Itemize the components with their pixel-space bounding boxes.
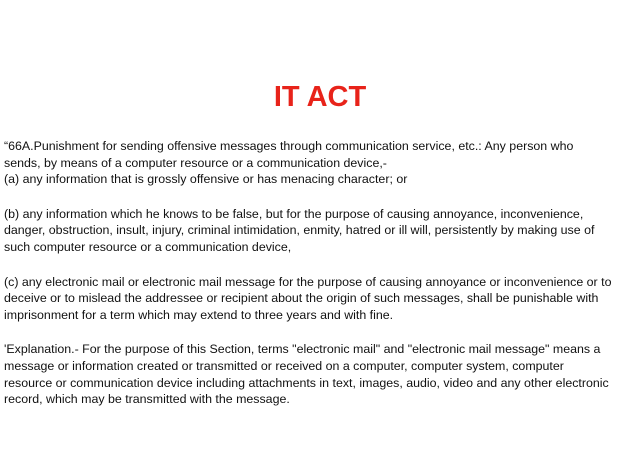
paragraph-spacer xyxy=(4,323,638,341)
paragraph-spacer xyxy=(4,188,638,206)
paragraph-section-66a xyxy=(4,138,638,188)
text-line: deceive or to mislead the addressee or recipient about the origin of such messages, shall be punishable with xyxy=(4,291,599,306)
text-line: (b) any information which he knows to be false, but for the purpose of causing annoyance, inconvenience, xyxy=(4,206,584,221)
document-body xyxy=(4,138,638,408)
text-line: danger, obstruction, insult, injury, criminal intimidation, enmity, hatred or ill will, persistently by making use of xyxy=(4,223,595,238)
paragraph-spacer xyxy=(4,256,638,274)
text-line: “66A.Punishment for sending offensive messages through communication service, etc.: Any person who xyxy=(4,139,574,153)
paragraph-explanation xyxy=(4,341,638,407)
text-line: (c) any electronic mail or electronic mail message for the purpose of causing annoyance or inconvenience or to xyxy=(4,274,612,289)
text-line: message or information created or transmitted or received on a computer, computer system, computer xyxy=(4,358,564,373)
paragraph-clause-c xyxy=(4,274,638,324)
text-line: resource or communication device including attachments in text, images, audio, video and any other electronic xyxy=(4,375,609,390)
text-line: (a) any information that is grossly offensive or has menacing character; or xyxy=(4,172,408,187)
text-line: imprisonment for a term which may extend to three years and with fine. xyxy=(4,307,394,322)
text-line: such computer resource or a communication device, xyxy=(4,239,292,254)
text-line: 'Explanation.- For the purpose of this Section, terms "electronic mail" and "electronic mail message" means a xyxy=(4,342,601,357)
text-line: sends, by means of a computer resource or a communication device,- xyxy=(4,155,387,170)
paragraph-clause-b xyxy=(4,206,638,256)
page-title: IT ACT xyxy=(273,81,367,113)
text-line: record, which may be transmitted with the message. xyxy=(4,392,290,407)
